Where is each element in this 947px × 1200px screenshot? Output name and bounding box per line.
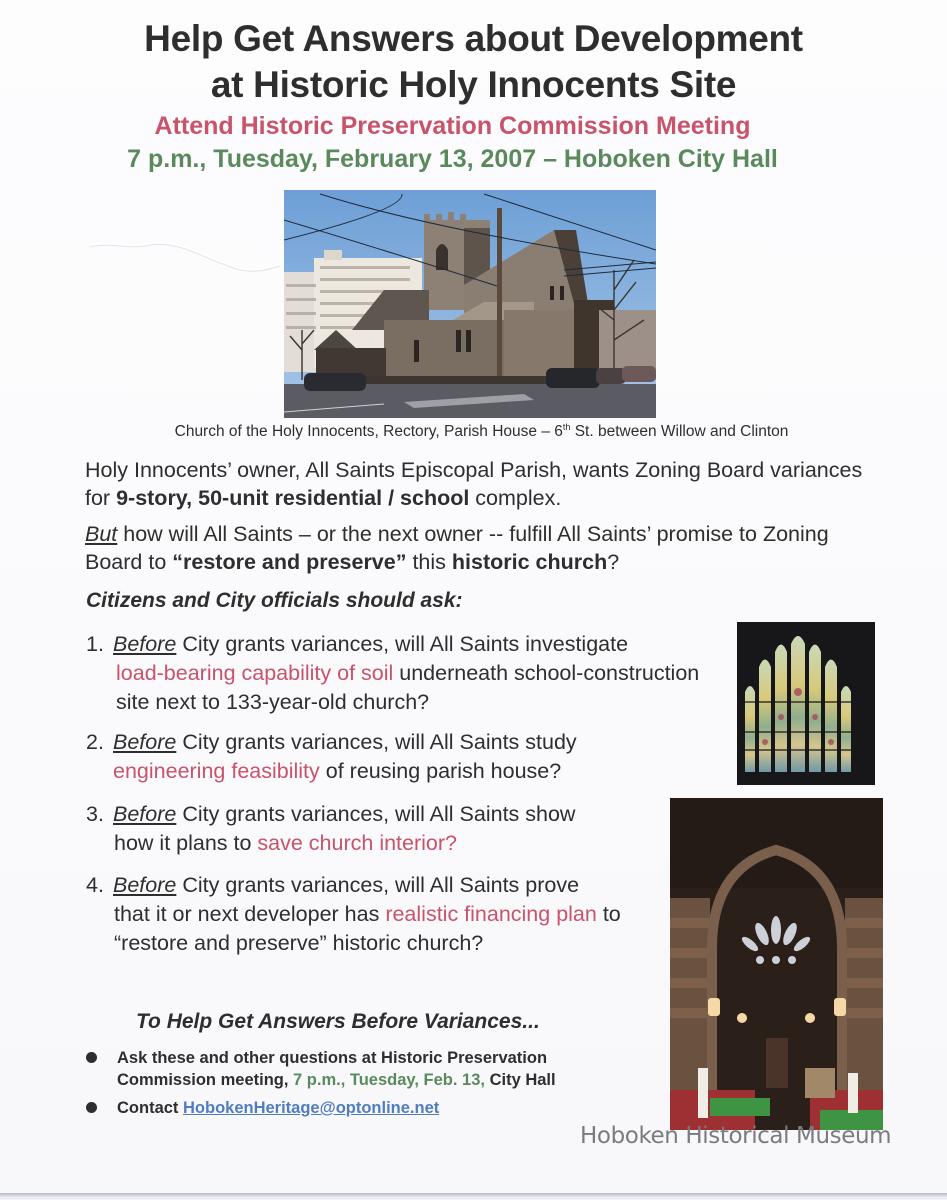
- restore-preserve-quote: “restore and preserve”: [172, 550, 407, 574]
- question-text: City grants variances, will All Saints study: [176, 730, 577, 754]
- photo-caption: [0, 422, 947, 441]
- church-interior-photo: [670, 798, 883, 1130]
- question-item: [86, 728, 726, 786]
- question-text: City grants variances, will All Saints prove: [176, 873, 580, 897]
- question-text: City grants variances, will All Saints investigate: [176, 632, 629, 656]
- question-text: to “restore and preserve” historic church?: [114, 902, 621, 955]
- intro-text-end: complex.: [469, 486, 562, 510]
- intro-paragraph-2: [85, 520, 885, 576]
- but-emphasis: But: [85, 522, 118, 546]
- meeting-datetime: 7 p.m., Tuesday, February 13, 2007 – Hoboken City Hall: [127, 145, 778, 173]
- question-highlight: realistic financing plan: [385, 902, 597, 926]
- bullet-text: [117, 1097, 439, 1119]
- page-title-line-2: at Historic Holy Innocents Site: [210, 64, 737, 105]
- bullet-item-attend: [86, 1047, 646, 1093]
- question-number: 2.: [86, 730, 104, 754]
- bullet-item-contact: [86, 1097, 646, 1121]
- bullet-icon: [86, 1052, 97, 1063]
- meeting-subtitle: Attend Historic Preservation Commission Meeting: [154, 112, 751, 140]
- before-emphasis: Before: [113, 802, 177, 826]
- bullet-text-line-1: Ask these and other questions at Historic Preservation: [117, 1049, 548, 1067]
- question-number: 1.: [86, 632, 104, 656]
- paper-bottom-edge: [0, 1193, 947, 1200]
- museum-watermark: Hoboken Historical Museum: [580, 1123, 892, 1149]
- question-highlight: load-bearing capability of soil: [116, 661, 394, 685]
- intro-paragraph-1: [85, 456, 885, 512]
- question-number: 4.: [86, 873, 104, 897]
- paper-crease: [90, 240, 280, 280]
- question-number: 3.: [86, 802, 104, 826]
- question-highlight: save church interior?: [257, 831, 457, 855]
- bullet-text: [117, 1047, 556, 1091]
- question-item: [86, 630, 726, 717]
- before-emphasis: Before: [113, 730, 177, 754]
- church-exterior-photo: [284, 190, 656, 418]
- question-text: that it or next developer has: [114, 902, 386, 926]
- question-highlight: engineering feasibility: [113, 759, 320, 783]
- intro-text: this: [406, 550, 452, 574]
- intro-text-end: ?: [607, 550, 620, 574]
- bullet-text-end: City Hall: [484, 1071, 556, 1089]
- historic-church-bold: historic church: [451, 550, 608, 574]
- caption-text: Church of the Holy Innocents, Rectory, Parish House – 6: [174, 423, 563, 441]
- questions-heading: Citizens and City officials should ask:: [86, 589, 463, 612]
- intro-text: how will All Saints – or the next owner -- fulfill All Saints’ promise to Zoning Board to: [85, 522, 829, 574]
- help-heading: To Help Get Answers Before Variances...: [136, 1010, 540, 1033]
- before-emphasis: Before: [113, 632, 177, 656]
- caption-text-end: St. between Willow and Clinton: [570, 423, 789, 441]
- question-item: [86, 871, 686, 958]
- project-scope-bold: 9-story, 50-unit residential / school: [116, 486, 470, 510]
- caption-superscript: th: [562, 422, 571, 432]
- question-text: of reusing parish house?: [319, 759, 562, 783]
- question-item: [86, 800, 686, 858]
- question-text: City grants variances, will All Saints show: [176, 802, 576, 826]
- before-emphasis: Before: [113, 873, 177, 897]
- question-text: underneath school-construction site next to 133-year-old church?: [116, 661, 700, 714]
- bullet-icon: [86, 1102, 97, 1113]
- contact-email-link[interactable]: HobokenHeritage@optonline.net: [183, 1099, 440, 1117]
- meeting-time-highlight: 7 p.m., Tuesday, Feb. 13,: [293, 1071, 485, 1089]
- contact-label: Contact: [117, 1099, 183, 1117]
- question-text: how it plans to: [114, 831, 258, 855]
- intro-text: Holy Innocents’ owner, All Saints Episcopal Parish, wants Zoning Board variances for: [85, 458, 863, 510]
- page-title-line-1: Help Get Answers about Development: [144, 18, 803, 59]
- stained-glass-photo: [737, 622, 875, 785]
- bullet-text-line-2: Commission meeting,: [117, 1071, 294, 1089]
